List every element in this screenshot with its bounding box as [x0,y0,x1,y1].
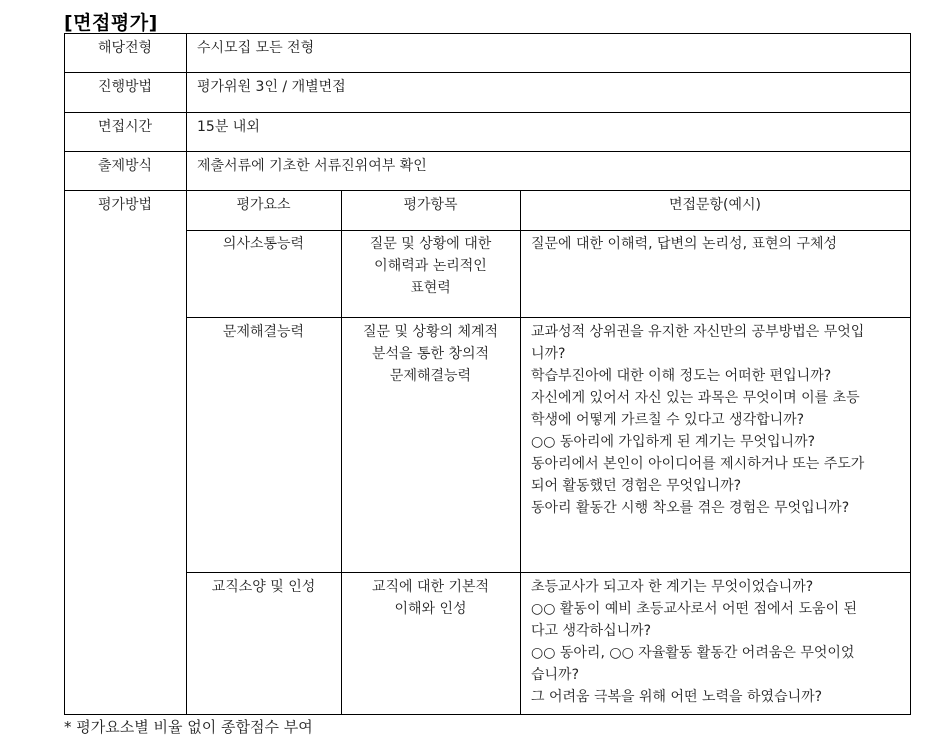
header-question: 면접문항(예시) [668,197,762,213]
header-element: 평가요소 [236,197,291,213]
item-line: 문제해결능력 [389,368,472,384]
question-line: 그 어려움 극복을 위해 어떤 노력을 하였습니까? [531,689,823,705]
value-interview-time: 15분 내외 [197,119,260,135]
item-communication [341,233,520,299]
header-item: 평가항목 [403,197,458,213]
item-line: 이해력과 논리적인 [374,258,487,274]
item-line: 표현력 [410,280,451,296]
question-line: ○○ 동아리, ○○ 자율활동 활동간 어려움은 무엇이었 [531,645,855,661]
label-evaluation-method: 평가방법 [97,197,153,213]
question-line: 습니까? [531,667,580,683]
question-line: 니까? [531,346,566,362]
questions-communication [531,233,906,255]
question-line: 동아리에서 본인이 아이디어를 제시하거나 또는 주도가 [531,456,865,472]
value-target-admission: 수시모집 모든 전형 [197,40,315,56]
question-line: 초등교사가 되고자 한 계기는 무엇이었습니까? [531,579,814,595]
question-line: 학생에 어떻게 가르칠 수 있다고 생각합니까? [531,412,805,428]
item-line: 분석을 통한 창의적 [371,346,490,362]
item-problem-solving [341,321,520,387]
item-line: 이해와 인성 [394,601,467,617]
question-line: 동아리 활동간 시행 착오를 겪은 경험은 무엇입니까? [531,500,850,516]
item-teaching-character [341,576,520,620]
question-line: ○○ 활동이 예비 초등교사로서 어떤 점에서 도움이 된 [531,601,858,617]
value-question-format: 제출서류에 기초한 서류진위여부 확인 [197,158,427,174]
label-target-admission: 해당전형 [97,40,153,56]
footnote: * 평가요소별 비율 없이 종합점수 부여 [64,718,313,736]
questions-problem-solving [531,321,906,519]
value-procedure: 평가위원 3인 / 개별면접 [197,79,346,95]
item-line: 질문 및 상황에 대한 [369,236,492,252]
item-line: 교직에 대한 기본적 [371,579,490,595]
item-line: 질문 및 상황의 체계적 [362,324,499,340]
question-line: ○○ 동아리에 가입하게 된 계기는 무엇입니까? [531,434,816,450]
label-question-format: 출제방식 [97,158,153,174]
question-line: 자신에게 있어서 자신 있는 과목은 무엇이며 이를 초등 [531,390,860,406]
element-problem-solving: 문제해결능력 [222,324,305,340]
question-line: 질문에 대한 이해력, 답변의 논리성, 표현의 구체성 [531,236,838,252]
questions-teaching-character [531,576,906,708]
label-interview-time: 면접시간 [97,119,153,135]
question-line: 교과성적 상위권을 유지한 자신만의 공부방법은 무엇입 [531,324,865,340]
question-line: 되어 활동했던 경험은 무엇입니까? [531,478,742,494]
question-line: 학습부진아에 대한 이해 정도는 어떠한 편입니까? [531,368,832,384]
element-communication: 의사소통능력 [222,236,305,252]
label-procedure: 진행방법 [97,79,153,95]
question-line: 다고 생각하십니까? [531,623,652,639]
element-teaching-character: 교직소양 및 인성 [211,579,316,595]
section-title: [면접평가] [64,12,158,34]
